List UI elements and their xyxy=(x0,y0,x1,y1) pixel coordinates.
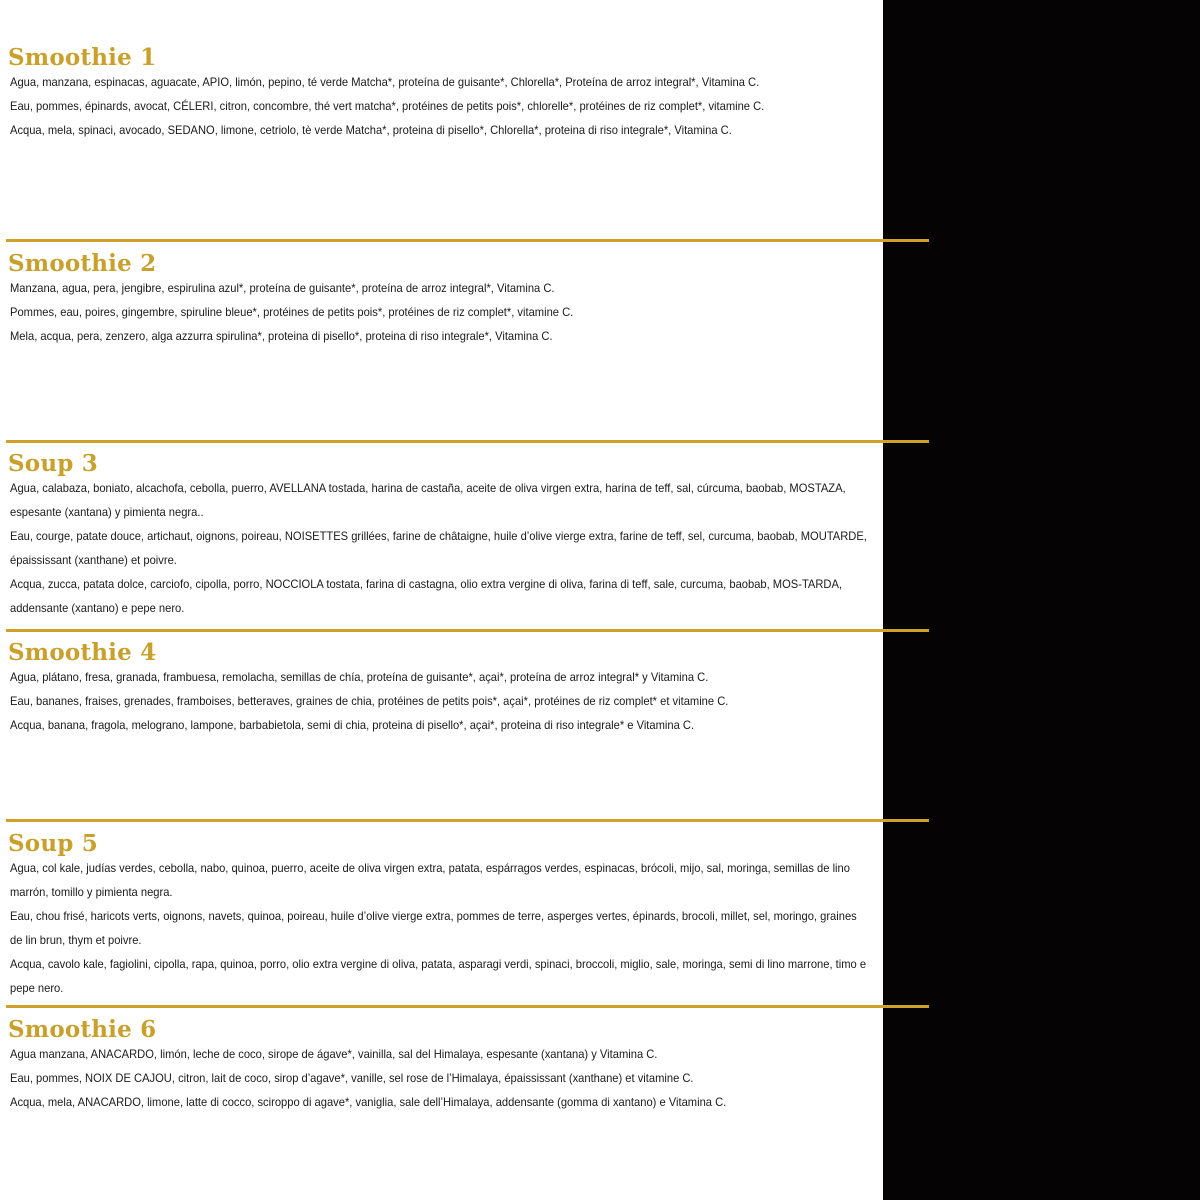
ingredients-it: Acqua, banana, fragola, melograno, lampone, barbabietola, semi di chia, proteina di pisello*, açai*, proteina di riso integrale* e Vitamina C. xyxy=(10,718,695,732)
menu-item-soup-5 xyxy=(8,832,878,1000)
section-title: Smoothie 1 xyxy=(8,44,157,71)
ingredients-it: Mela, acqua, pera, zenzero, alga azzurra spirulina*, proteina di pisello*, proteina di riso integrale*, Vitamina C. xyxy=(10,329,553,343)
ingredients-fr: Eau, pommes, épinards, avocat, CÉLERI, citron, concombre, thé vert matcha*, protéines de petits pois*, chlorelle*, protéines de riz complet*, vitamine C. xyxy=(10,99,765,113)
ingredient-list xyxy=(8,1042,878,1114)
ingredients-es: Agua, col kale, judías verdes, cebolla, nabo, quinoa, puerro, aceite de oliva virgen extra, patata, espárragos verdes, espinacas, brócoli, mijo, sal, moringa, semillas de lino marrón, tomillo y pimienta negra. xyxy=(10,861,850,899)
ingredients-es: Agua, plátano, fresa, granada, frambuesa, remolacha, semillas de chía, proteína de guisante*, açai*, proteína de arroz integral* y Vitamina C. xyxy=(10,670,709,684)
ingredients-fr: Pommes, eau, poires, gingembre, spiruline bleue*, protéines de petits pois*, protéines de riz complet*, vitamine C. xyxy=(10,305,574,319)
ingredients-it: Acqua, cavolo kale, fagiolini, cipolla, rapa, quinoa, porro, olio extra vergine di oliva, patata, asparagi verdi, spinaci, broccoli, miglio, sale, moringa, semi di lino marrone, timo e pepe nero. xyxy=(10,957,867,995)
ingredient-list xyxy=(8,665,878,737)
menu-item-smoothie-4 xyxy=(8,641,878,737)
section-divider xyxy=(6,239,929,242)
section-divider xyxy=(6,819,929,822)
section-divider xyxy=(6,440,929,443)
menu-item-soup-3 xyxy=(8,452,878,620)
menu-item-smoothie-1 xyxy=(8,46,878,142)
ingredients-es: Manzana, agua, pera, jengibre, espirulina azul*, proteína de guisante*, proteína de arroz integral*, Vitamina C. xyxy=(10,281,555,295)
ingredients-es: Agua manzana, ANACARDO, limón, leche de coco, sirope de ágave*, vainilla, sal del Himalaya, espesante (xantana) y Vitamina C. xyxy=(10,1047,658,1061)
ingredients-fr: Eau, courge, patate douce, artichaut, oignons, poireau, NOISETTES grillées, farine de châtaigne, huile d’olive vierge extra, farine de teff, sel, curcuma, baobab, MOUTARDE, épaississant (xanthane) et poivre. xyxy=(10,529,867,567)
ingredients-es: Agua, manzana, espinacas, aguacate, APIO, limón, pepino, té verde Matcha*, proteína de guisante*, Chlorella*, Proteína de arroz integral*, Vitamina C. xyxy=(10,75,760,89)
ingredients-it: Acqua, mela, spinaci, avocado, SEDANO, limone, cetriolo, tè verde Matcha*, proteina di pisello*, Chlorella*, proteina di riso integrale*, Vitamina C. xyxy=(10,123,732,137)
ingredients-it: Acqua, zucca, patata dolce, carciofo, cipolla, porro, NOCCIOLA tostata, farina di castagna, olio extra vergine di oliva, farina di teff, sale, curcuma, baobab, MOS-TARDA, addensante (xantano) e pepe nero. xyxy=(10,577,843,615)
menu-item-smoothie-6 xyxy=(8,1018,878,1114)
ingredients-fr: Eau, chou frisé, haricots verts, oignons, navets, quinoa, poireau, huile d’olive vierge extra, pommes de terre, asperges vertes, épinards, brocoli, millet, sel, moringo, graines de lin brun, thym et poivre. xyxy=(10,909,857,947)
section-title: Smoothie 2 xyxy=(8,250,157,277)
section-divider xyxy=(6,1005,929,1008)
ingredient-list xyxy=(8,476,878,620)
black-side-panel xyxy=(883,0,1200,1200)
ingredients-es: Agua, calabaza, boniato, alcachofa, cebolla, puerro, AVELLANA tostada, harina de castaña, aceite de oliva virgen extra, harina de teff, sal, cúrcuma, baobab, MOSTAZA, espesante (xantana) y pimienta negra.. xyxy=(10,481,846,519)
ingredients-it: Acqua, mela, ANACARDO, limone, latte di cocco, sciroppo di agave*, vaniglia, sale dell’Himalaya, addensante (gomma di xantano) e Vitamina C. xyxy=(10,1095,727,1109)
section-title: Smoothie 6 xyxy=(8,1016,157,1043)
ingredient-list xyxy=(8,70,878,142)
section-divider xyxy=(6,629,929,632)
ingredients-fr: Eau, bananes, fraises, grenades, framboises, betteraves, graines de chia, protéines de petits pois*, açai*, protéines de riz complet* et vitamine C. xyxy=(10,694,729,708)
section-title: Smoothie 4 xyxy=(8,639,157,666)
section-title: Soup 5 xyxy=(8,830,98,857)
menu-item-smoothie-2 xyxy=(8,252,878,348)
ingredient-list xyxy=(8,856,878,1000)
section-title: Soup 3 xyxy=(8,450,98,477)
ingredients-fr: Eau, pommes, NOIX DE CAJOU, citron, lait de coco, sirop d’agave*, vanille, sel rose de l’Himalaya, épaississant (xanthane) et vitamine C. xyxy=(10,1071,694,1085)
ingredient-list xyxy=(8,276,878,348)
